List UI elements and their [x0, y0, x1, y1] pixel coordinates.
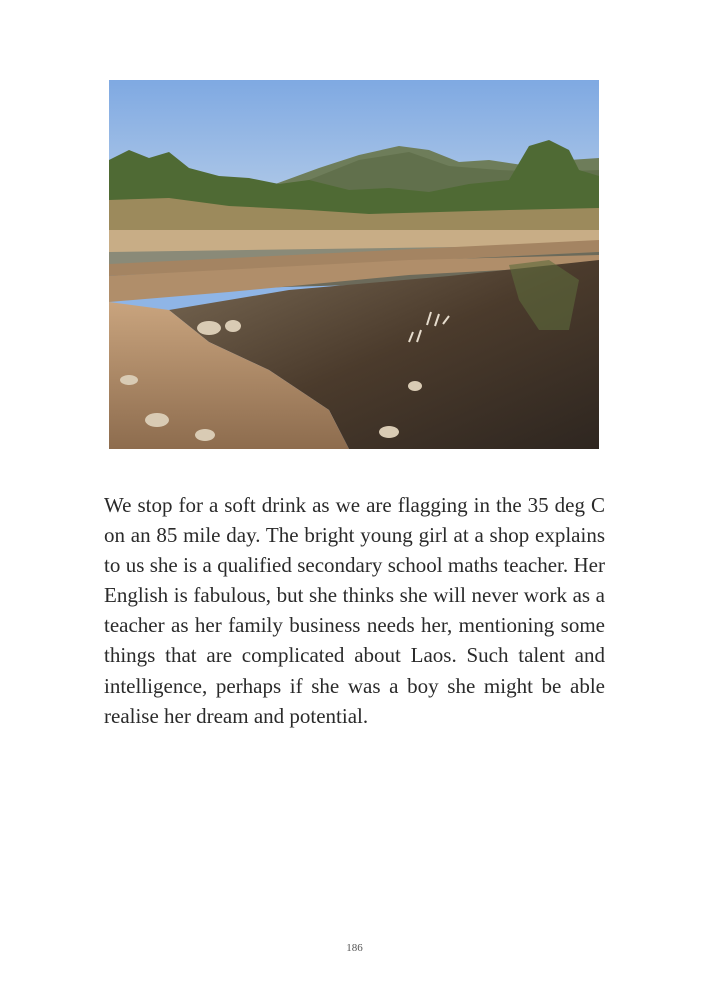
body-paragraph: We stop for a soft drink as we are flagging in the 35 deg C on an 85 mile day. The bright young girl at a shop explains to us she is a qualified secondary school maths teacher. Her English is fabulous, but she thinks she will never work as a teacher as her family business needs her, mentioning some things that are complicated about Laos. Such talent and intelligence, perhaps if she was a boy she might be able realise her dream and potential. [104, 493, 605, 728]
river-photo [109, 80, 599, 449]
river-photo-illustration [109, 80, 599, 449]
page-number: 186 [346, 942, 363, 954]
